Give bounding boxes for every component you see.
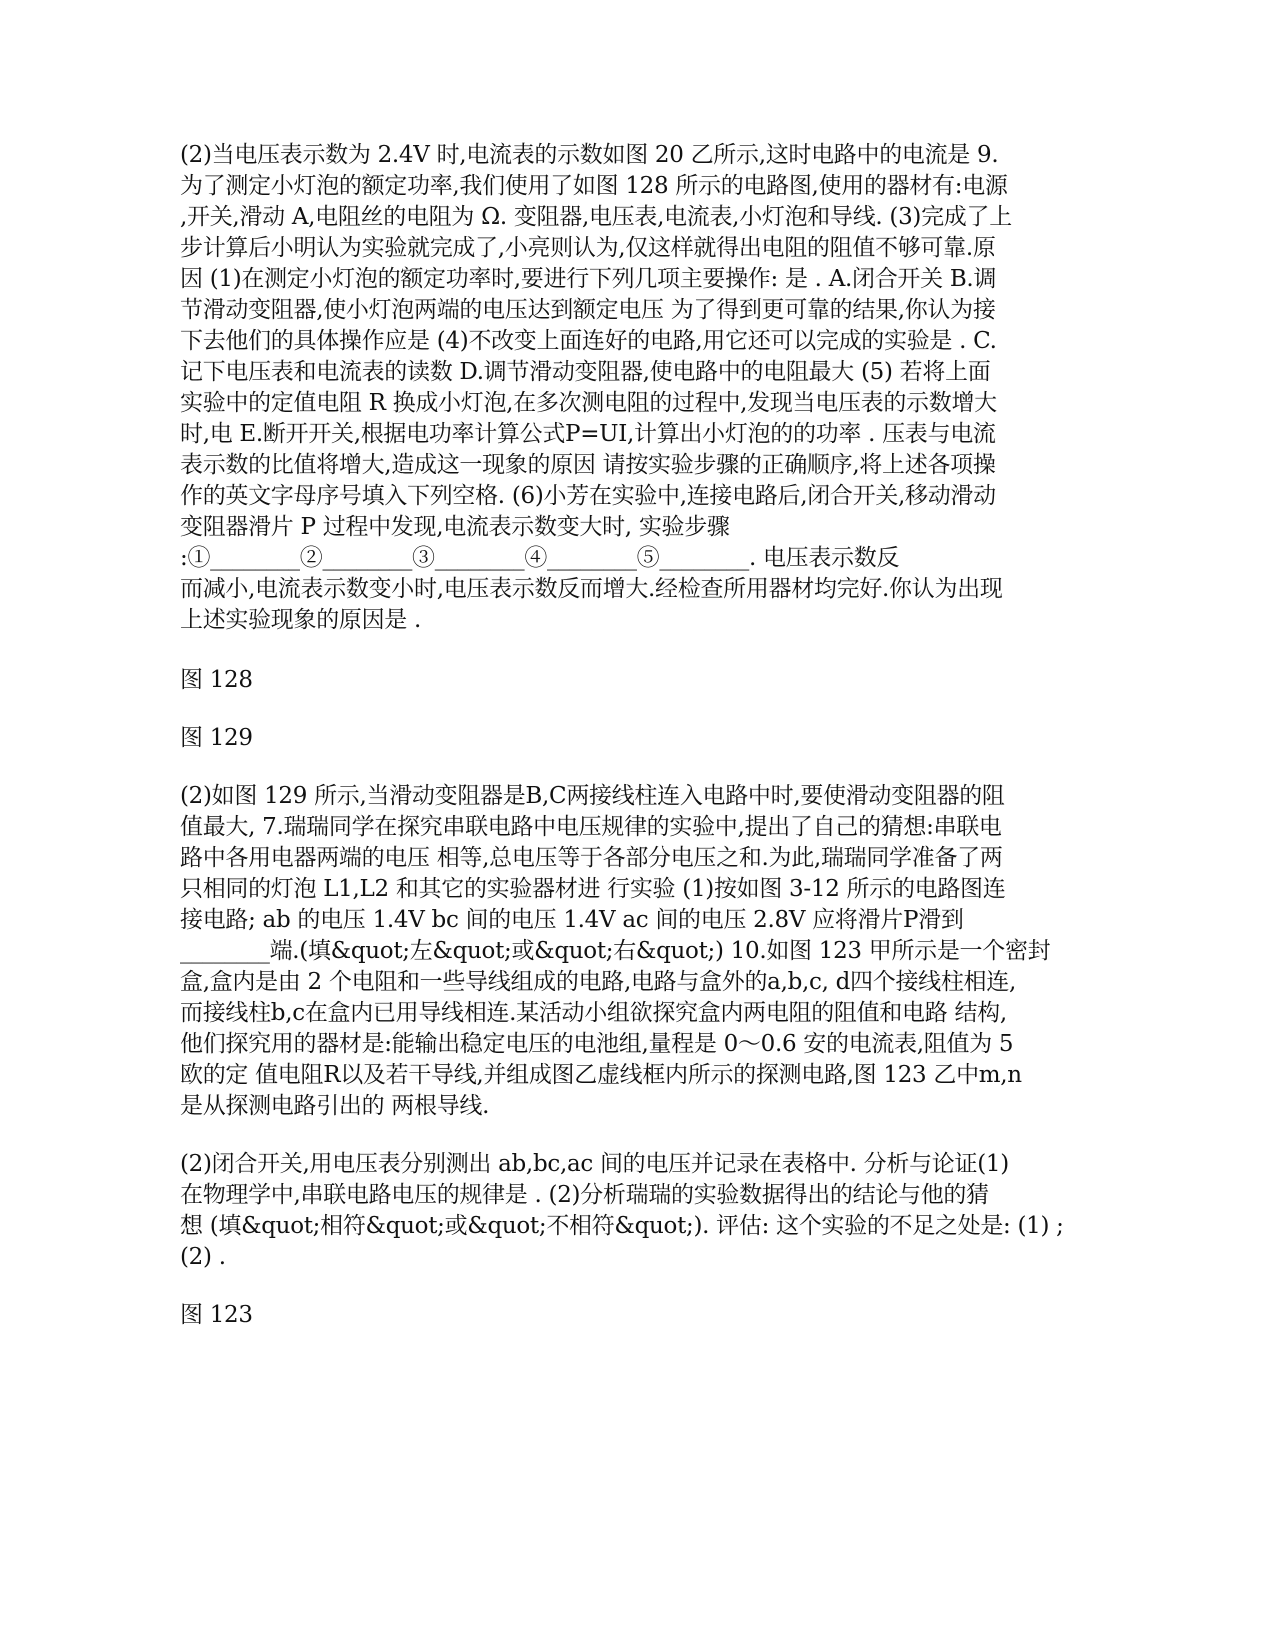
spacer [180, 1273, 1040, 1300]
text-line: 是从探测电路引出的 两根导线. [180, 1093, 490, 1119]
text-line: :①________②________③________④________⑤________. 电压表示数反 [180, 545, 900, 571]
text-line: 值最大, 7.瑞瑞同学在探究串联电路中电压规律的实验中,提出了自己的猜想:串联电 [180, 814, 1002, 840]
figure-caption-128: 图 128 [180, 667, 253, 693]
spacer [180, 754, 1040, 781]
text-line: 作的英文字母序号填入下列空格. (6)小芳在实验中,连接电路后,闭合开关,移动滑动 [180, 483, 996, 509]
text-line: ,开关,滑动 A,电阻丝的电阻为 Ω. 变阻器,电压表,电流表,小灯泡和导线. (3)完成了上 [180, 204, 1012, 230]
text-line: 变阻器滑片 P 过程中发现,电流表示数变大时, 实验步骤 [180, 514, 730, 540]
text-line: 为了测定小灯泡的额定功率,我们使用了如图 128 所示的电路图,使用的器材有:电源 [180, 173, 1008, 199]
document-page [180, 140, 1064, 1331]
text-line: 只相同的灯泡 L1,L2 和其它的实验器材进 行实验 (1)按如图 3-12 所示的电路图连 [180, 876, 1006, 902]
text-line: 节滑动变阻器,使小灯泡两端的电压达到额定电压 为了得到更可靠的结果,你认为接 [180, 297, 996, 323]
paragraph-1 [180, 140, 1040, 636]
text-line: 想 (填&quot;相符&quot;或&quot;不相符&quot;). 评估: 这个实验的不足之处是: (1) ; [180, 1213, 1064, 1239]
text-line: (2)闭合开关,用电压表分别测出 ab,bc,ac 间的电压并记录在表格中. 分析与论证(1) [180, 1151, 1009, 1177]
text-line: 而接线柱b,c在盒内已用导线相连.某活动小组欲探究盒内两电阻的阻值和电路 结构, [180, 1000, 1007, 1026]
text-line: (2)如图 129 所示,当滑动变阻器是B,C两接线柱连入电路中时,要使滑动变阻器的阻 [180, 783, 1005, 809]
text-line: 表示数的比值将增大,造成这一现象的原因 请按实验步骤的正确顺序,将上述各项操 [180, 452, 996, 478]
figure-caption-129: 图 129 [180, 725, 253, 751]
spacer [180, 696, 1040, 723]
text-line: 下去他们的具体操作应是 (4)不改变上面连好的电路,用它还可以完成的实验是 . C. [180, 328, 997, 354]
text-line: 接电路; ab 的电压 1.4V bc 间的电压 1.4V ac 间的电压 2.8V 应将滑片P滑到 [180, 907, 964, 933]
text-line: 实验中的定值电阻 R 换成小灯泡,在多次测电阻的过程中,发现当电压表的示数增大 [180, 390, 997, 416]
text-line: (2)当电压表示数为 2.4V 时,电流表的示数如图 20 乙所示,这时电路中的电流是 9. [180, 142, 999, 168]
text-line: (2) . [180, 1244, 226, 1270]
paragraph-3 [180, 1149, 1064, 1273]
paragraph-2 [180, 781, 1051, 1122]
text-line: 路中各用电器两端的电压 相等,总电压等于各部分电压之和.为此,瑞瑞同学准备了两 [180, 845, 1003, 871]
text-line: 上述实验现象的原因是 . [180, 607, 422, 633]
figure-caption-123: 图 123 [180, 1302, 253, 1328]
text-line: ________端.(填&quot;左&quot;或&quot;右&quot;) 10.如图 123 甲所示是一个密封 [180, 938, 1051, 964]
text-line: 他们探究用的器材是:能输出稳定电压的电池组,量程是 0～0.6 安的电流表,阻值为 5 [180, 1031, 1014, 1057]
text-line: 时,电 E.断开开关,根据电功率计算公式P=UI,计算出小灯泡的的功率 . 压表与电流 [180, 421, 996, 447]
text-line: 步计算后小明认为实验就完成了,小亮则认为,仅这样就得出电阻的阻值不够可靠.原 [180, 235, 996, 261]
text-line: 记下电压表和电流表的读数 D.调节滑动变阻器,使电路中的电阻最大 (5) 若将上面 [180, 359, 991, 385]
spacer [180, 1122, 1040, 1149]
text-line: 而减小,电流表示数变小时,电压表示数反而增大.经检查所用器材均完好.你认为出现 [180, 576, 1003, 602]
spacer [180, 636, 1040, 665]
text-line: 因 (1)在测定小灯泡的额定功率时,要进行下列几项主要操作: 是 . A.闭合开关 B.调 [180, 266, 997, 292]
text-line: 盒,盒内是由 2 个电阻和一些导线组成的电路,电路与盒外的a,b,c, d四个接线柱相连, [180, 969, 1016, 995]
text-line: 欧的定 值电阻R以及若干导线,并组成图乙虚线框内所示的探测电路,图 123 乙中m,n [180, 1062, 1022, 1088]
text-line: 在物理学中,串联电路电压的规律是 . (2)分析瑞瑞的实验数据得出的结论与他的猜 [180, 1182, 989, 1208]
